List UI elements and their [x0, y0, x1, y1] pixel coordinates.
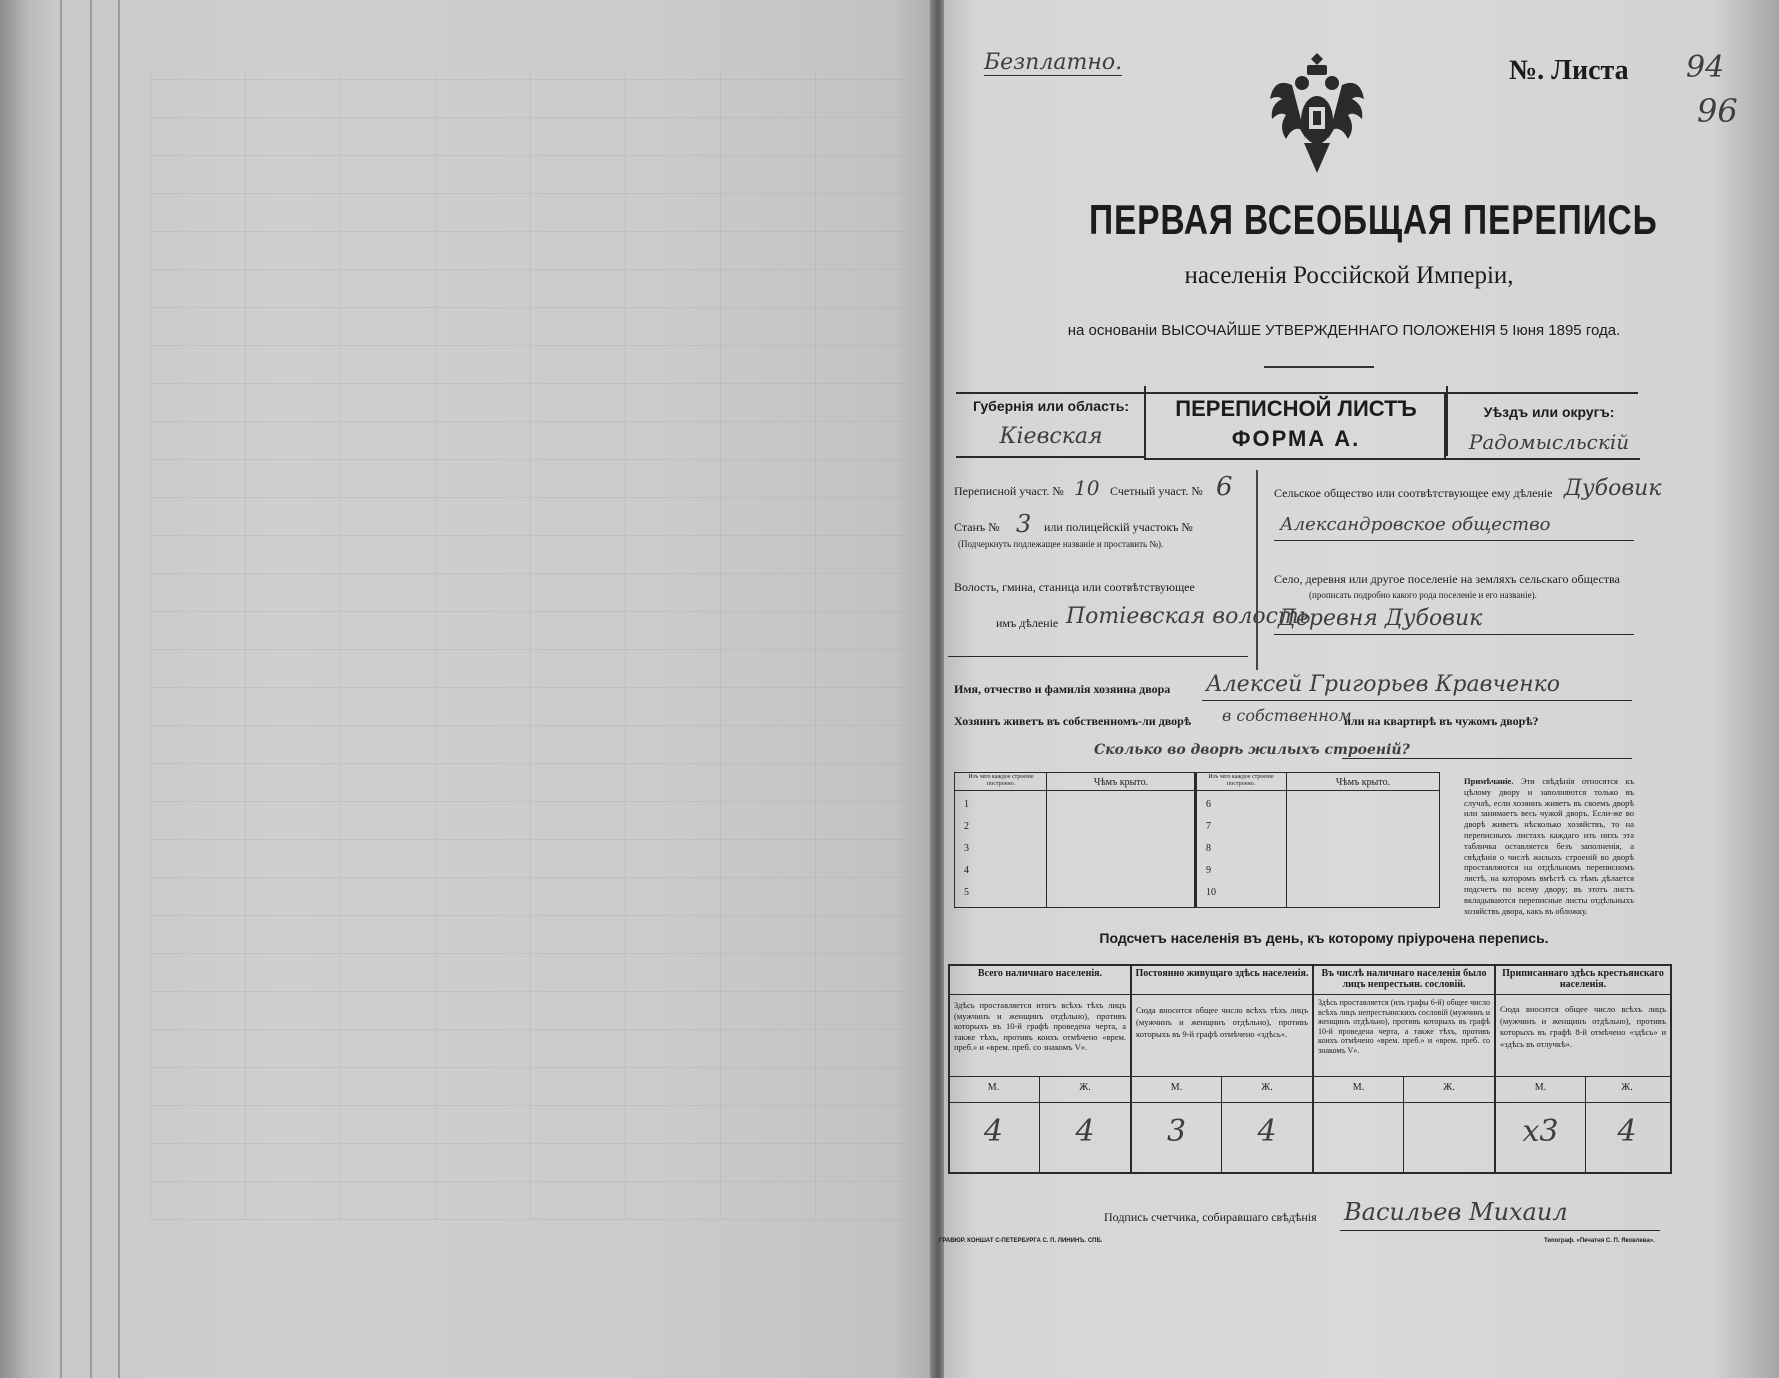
signature-value: Васильев Михаил: [1344, 1198, 1568, 1226]
stan-label: Станъ №: [954, 520, 1000, 534]
volost-value: Потіевская волость: [1066, 604, 1311, 629]
archive-number: 96: [1697, 92, 1738, 130]
buildings-row-num: 7: [1206, 821, 1211, 832]
count-permanent-f: 4: [1257, 1114, 1277, 1149]
page-title: ПЕРВАЯ ВСЕОБЩАЯ ПЕРЕПИСЬ: [1089, 196, 1658, 243]
pop-col-desc: Сюда вносится общее число всѣхъ лицъ (мужчинъ и женщинъ отдѣльно), противъ которыхъ въ графѣ 8-й отмѣчено «здѣсь» и «здѣсь въ отлучкѣ».: [1500, 1004, 1666, 1049]
form-type: ФОРМА А.: [1231, 426, 1361, 451]
m-label: М.: [1352, 1082, 1365, 1093]
buildings-col-material: Изъ чего каждое строеніе построено.: [1208, 774, 1274, 787]
selo-note: (прописать подробно какого рода поселеніе и его названіе).: [1309, 590, 1537, 600]
perepisnoy-label: Переписной участ. №: [954, 484, 1064, 498]
rule: [1274, 540, 1634, 541]
rule: [948, 1102, 1672, 1103]
note-block: [1464, 776, 1634, 916]
buildings-row-num: 8: [1206, 843, 1211, 854]
page-edge: [60, 0, 62, 1378]
rule: [948, 656, 1248, 657]
buildings-row-num: 4: [964, 865, 969, 876]
count-permanent-m: 3: [1166, 1114, 1187, 1149]
pop-col-title: Всего наличнаго населенія.: [977, 968, 1103, 979]
footer-printer: Типограф. «Печатня С. П. Яковлева».: [1544, 1238, 1655, 1244]
lives-value: в собственном: [1222, 706, 1352, 725]
underline-note: (Подчеркнуть подлежащее названіе и проставить №).: [958, 539, 1164, 549]
count-total-f: 4: [1075, 1114, 1095, 1149]
buildings-rows-right: [1206, 794, 1216, 904]
free-label: Безплатно.: [984, 50, 1123, 75]
pop-col-desc: Здѣсь проставляется итогъ всѣхъ тѣхъ лицъ (мужчинъ и женщинъ отдѣльно), противъ которыхъ въ 10-й графѣ проведена черта, а также тѣхъ, противъ коихъ отмѣчено «врем. преб.» и «врем. преб. со знакомъ V».: [954, 1000, 1126, 1052]
basis-text: на основаніи ВЫСОЧАЙШЕ УТВЕРЖДЕННАГО ПОЛОЖЕНІЯ 5 Іюня 1895 года.: [1067, 322, 1621, 339]
note-head: Примѣчаніе.: [1464, 776, 1514, 786]
m-label: М.: [987, 1082, 1000, 1093]
stan-value: 3: [1016, 510, 1032, 538]
buildings-row-num: 2: [964, 821, 969, 832]
footer-engraver: ГРАВЮР. КОНШАТ С-ПЕТЕРБУРГА С. П. ЛИНИНЪ. СПБ.: [939, 1238, 1103, 1244]
buildings-row-num: 3: [964, 843, 969, 854]
selskoe-label: Сельское общество или соотвѣтствующее ему дѣленіе: [1274, 486, 1553, 500]
f-label: Ж.: [1621, 1082, 1633, 1093]
lives-label-2: или на квартирѣ въ чужомъ дворѣ?: [1344, 714, 1539, 728]
buildings-row-num: 10: [1206, 887, 1216, 898]
ornament-divider: [1264, 366, 1374, 368]
count-peasant-m: х3: [1522, 1114, 1559, 1149]
pop-col-title: Приписаннаго здѣсь крестьянскаго населенія.: [1502, 968, 1664, 990]
lives-label: Хозяинъ живетъ въ собственномъ-ли дворѣ: [954, 714, 1192, 728]
note-text: Эти свѣдѣнія относятся къ цѣлому двору и заполняются только въ случаѣ, если хозяинъ живетъ въ своемъ дворѣ или занимаетъ весь чужой дворъ. Если-же во дворѣ живетъ нѣсколько хозяйствъ, то на переписныхъ листахъ каждаго изъ нихъ эта табличка оставляется безъ заполненія, а свѣдѣнія о числѣ жилыхъ строеній во дворѣ проставляются на отдѣльномъ переписномъ листѣ, на которомъ вмѣстѣ съ тѣмъ дѣлается подсчетъ по всему двору; въ этотъ листъ вкладываются переписные листы отдѣльныхъ хозяйствъ двора, какъ въ обложку.: [1464, 776, 1634, 916]
f-label: Ж.: [1079, 1082, 1091, 1093]
sheet-number-label: №. Листа: [1509, 55, 1629, 86]
m-label: М.: [1170, 1082, 1183, 1093]
census-form-page: [939, 0, 1779, 1378]
rule: [1342, 758, 1632, 759]
buildings-row-num: 9: [1206, 865, 1211, 876]
sheet-number-value: 94: [1686, 50, 1725, 85]
population-heading: Подсчетъ населенія въ день, къ которому пріурочена перепись.: [1099, 930, 1549, 946]
buildings-table: [954, 772, 1440, 908]
form-sheet-title: ПЕРЕПИСНОЙ ЛИСТЪ: [1175, 396, 1417, 421]
guberniya-label: Губернія или область:: [972, 398, 1130, 414]
count-peasant-f: 4: [1617, 1114, 1637, 1149]
rule: [1202, 700, 1632, 701]
pop-col-title: Постоянно живущаго здѣсь населенія.: [1135, 968, 1309, 979]
rule: [1144, 458, 1640, 460]
rule: [956, 456, 1146, 458]
buildings-col-material: Изъ чего каждое строеніе построено.: [968, 774, 1034, 787]
fields-divider: [1256, 470, 1258, 670]
pop-col-title: Въ числѣ наличнаго населенія было лицъ непрестьян. сословій.: [1321, 968, 1487, 990]
rule: [1274, 634, 1634, 635]
volost-label: Волость, гмина, станица или соотвѣтствующее: [954, 580, 1195, 594]
schetny-value: 6: [1216, 472, 1233, 502]
count-total-m: 4: [983, 1114, 1004, 1149]
uezd-value: Радомысльскій: [1468, 430, 1630, 454]
selskoe-value: Дубовик: [1564, 476, 1662, 501]
rule: [948, 1076, 1672, 1077]
double-headed-eagle-icon: [1262, 45, 1372, 185]
rule: [1194, 772, 1197, 908]
schetny-label: Счетный участ. №: [1110, 484, 1203, 498]
buildings-col-roof: Чѣмъ крыто.: [1335, 777, 1391, 788]
buildings-col-roof: Чѣмъ крыто.: [1093, 777, 1149, 788]
buildings-row-num: 5: [964, 887, 969, 898]
buildings-question: Сколько во дворѣ жилыхъ строеній?: [1094, 742, 1410, 758]
f-label: Ж.: [1261, 1082, 1273, 1093]
rule: [1286, 772, 1287, 908]
rule: [1312, 964, 1314, 1174]
volost-label-2: имъ дѣленіе: [996, 616, 1059, 630]
police-label: или полицейскій участокъ №: [1044, 520, 1193, 534]
pop-col-desc: Сюда вносится общее число всѣхъ тѣхъ лицъ (мужчинъ и женщинъ отдѣльно), противъ которыхъ въ 9-й графѣ отмѣчено «здѣсь».: [1136, 1005, 1308, 1039]
buildings-rows-left: [964, 794, 969, 904]
m-label: М.: [1534, 1082, 1547, 1093]
selo-value: Деревня Дубовик: [1278, 606, 1483, 631]
page-edge: [118, 0, 120, 1378]
faded-grid: [150, 70, 910, 1220]
owner-value: Алексей Григорьев Кравченко: [1206, 672, 1560, 697]
guberniya-value: Кіевская: [999, 424, 1103, 449]
page-subtitle: населенія Россійской Имперіи,: [1184, 262, 1514, 289]
rule: [1340, 1230, 1660, 1231]
page-edge: [90, 0, 92, 1378]
rule: [1046, 772, 1047, 908]
rule: [1444, 392, 1446, 458]
selskoe-value-2: Александровское общество: [1280, 514, 1551, 535]
signature-label: Подпись счетчика, собиравшаго свѣдѣнія: [1104, 1210, 1317, 1224]
f-label: Ж.: [1443, 1082, 1455, 1093]
buildings-row-num: 1: [964, 799, 969, 810]
perepisnoy-value: 10: [1074, 476, 1100, 500]
rule: [948, 994, 1672, 995]
uezd-label: Уѣздъ или округъ:: [1483, 404, 1615, 420]
pop-col-desc: Здѣсь проставляется (изъ графы 6-й) общее число всѣхъ лицъ непрестьянскихъ сословій (мужчинъ и женщинъ отдѣльно), противъ которыхъ въ графѣ 10-й проведена черта, а также тѣхъ, противъ коихъ отмѣчено «врем. преб.» и «врем. преб. со знакомъ V».: [1318, 998, 1490, 1055]
selo-label: Село, деревня или другое поселеніе на земляхъ сельскаго общества: [1274, 572, 1620, 586]
owner-label: Имя, отчество и фамилія хозяина двора: [954, 682, 1171, 696]
buildings-row-num: 6: [1206, 799, 1211, 810]
rule: [954, 790, 1440, 791]
